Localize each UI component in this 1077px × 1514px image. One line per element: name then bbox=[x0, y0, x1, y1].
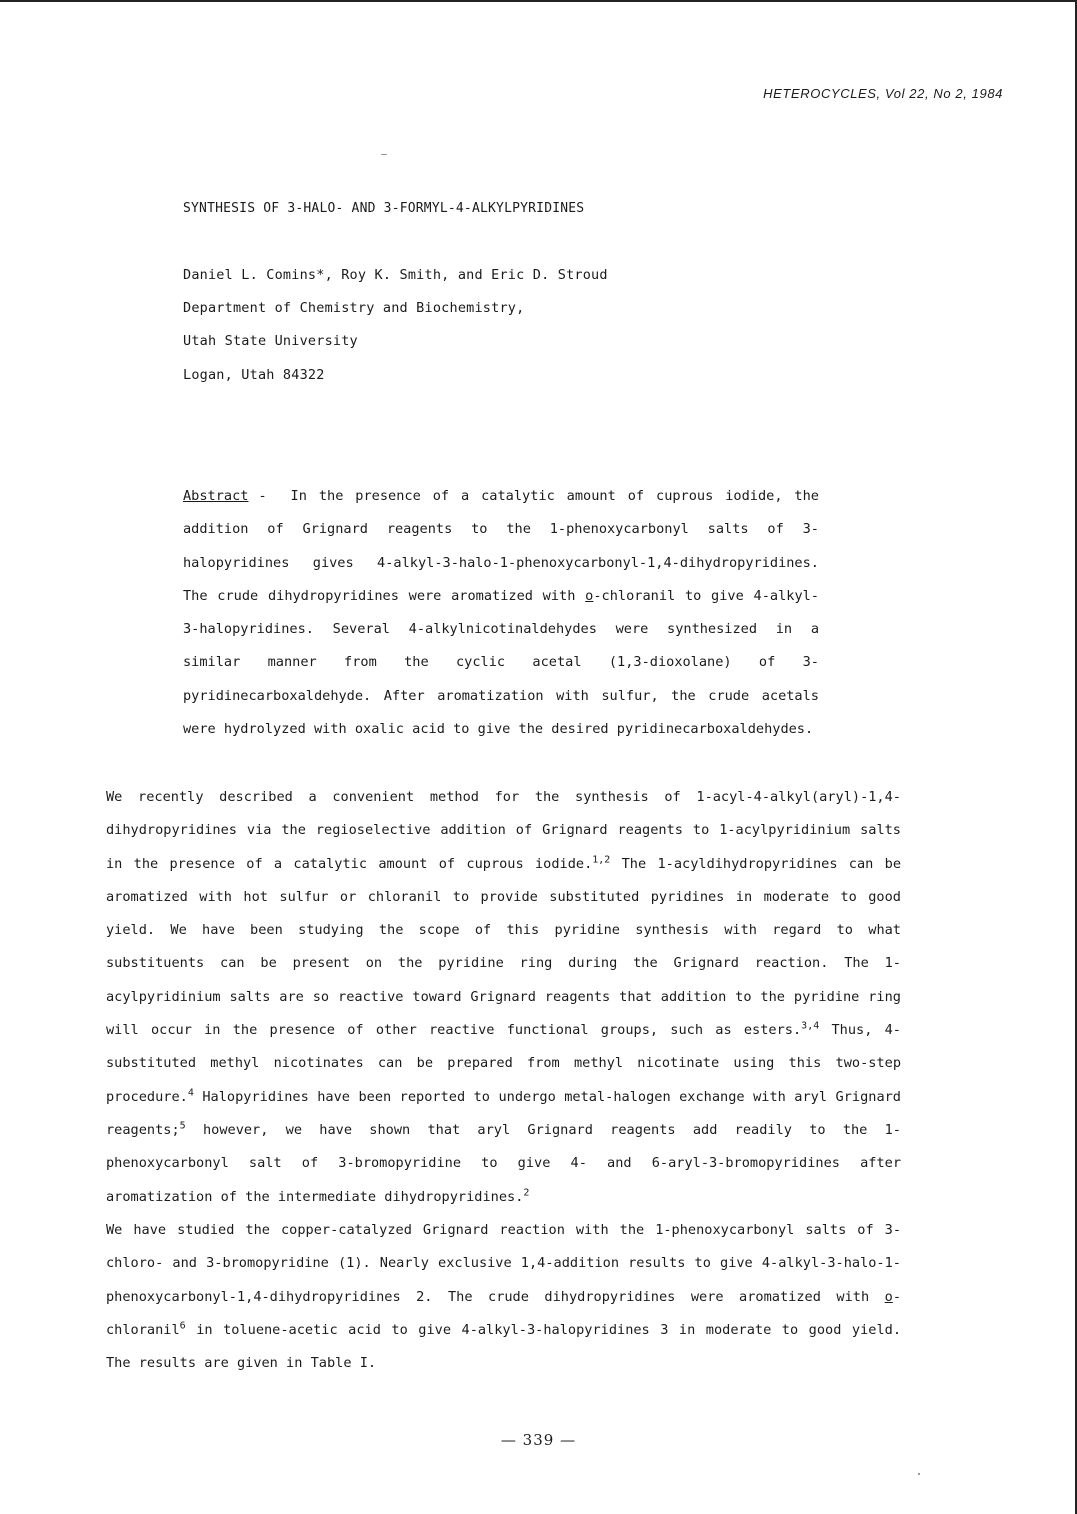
department: Department of Chemistry and Biochemistry, bbox=[183, 300, 525, 316]
citation-ref: 1,2 bbox=[592, 854, 611, 866]
abstract-dash: - bbox=[258, 488, 267, 504]
paragraph-1-text: however, we have shown that aryl Grignard reagents add readily to the 1-phenoxycarbonyl salt of 3-bromopyridine to give 4- and 6-aryl-3-bromopyridines after aromatization of the intermediate dihydropyridines. bbox=[106, 1121, 901, 1205]
university: Utah State University bbox=[183, 333, 358, 349]
paragraph-1-text: Thus, 4-substituted methyl nicotinates can be prepared from methyl nicotinate using this two-step procedure. bbox=[106, 1022, 901, 1105]
abstract bbox=[183, 480, 819, 746]
paragraph-2-text: -chloranil bbox=[106, 1288, 901, 1338]
citation-ref: 2 bbox=[523, 1187, 530, 1199]
scan-speck bbox=[918, 1473, 920, 1475]
paragraph-1-text: Halopyridines have been reported to undergo metal-halogen exchange with aryl Grignard reagents; bbox=[106, 1088, 901, 1138]
paragraph-2-text: We have studied the copper-catalyzed Grignard reaction with the 1-phenoxycarbonyl salts of 3-chloro- and 3-bromopyridine (1). Nearly exclusive 1,4-addition results to give 4-alkyl-3-halo-1-phenoxycarbonyl-1,4-dihydropyridines 2. The crude dihydropyridines were aromatized with bbox=[106, 1222, 901, 1305]
abstract-ortho-prefix: o bbox=[585, 587, 594, 604]
page-border-top bbox=[0, 0, 1077, 2]
abstract-text-1: In the presence of a catalytic amount of cuprous iodide, the addition of Grignard reagents to the 1-phenoxycarbonyl salts of 3-halopyridines gives 4-alkyl-3-halo-1-phenoxycarbonyl-1,4-dihydropyridines. The crude dihydropyridines were aromatized with bbox=[183, 488, 819, 604]
scan-speck bbox=[381, 154, 387, 155]
paragraph-2 bbox=[106, 1214, 901, 1380]
abstract-text-2: -chloranil to give 4-alkyl-3-halopyridines. Several 4-alkylnicotinaldehydes were synthesized in a similar manner from the cyclic acetal (1,3-dioxolane) of 3-pyridinecarboxaldehyde. After aromatization with sulfur, the crude acetals were hydrolyzed with oxalic acid to give the desired pyridinecarboxaldehydes. bbox=[183, 587, 819, 738]
ortho-prefix: o bbox=[884, 1288, 893, 1305]
location: Logan, Utah 84322 bbox=[183, 367, 325, 383]
paragraph-2-text: in toluene-acetic acid to give 4-alkyl-3-halopyridines 3 in moderate to good yield. The results are given in Table I. bbox=[106, 1321, 901, 1372]
article-title: SYNTHESIS OF 3-HALO- AND 3-FORMYL-4-ALKYLPYRIDINES bbox=[183, 201, 585, 216]
abstract-label: Abstract bbox=[183, 488, 249, 504]
page-number: — 339 — bbox=[500, 1431, 577, 1449]
running-header: HETEROCYCLES, Vol 22, No 2, 1984 bbox=[763, 86, 1003, 101]
paragraph-1-text: We recently described a convenient method for the synthesis of 1-acyl-4-alkyl(aryl)-1,4-dihydropyridines via the regioselective addition of Grignard reagents to 1-acylpyridinium salts in the presence of a catalytic amount of cuprous iodide. bbox=[106, 789, 901, 872]
citation-ref: 3,4 bbox=[801, 1020, 820, 1032]
authors: Daniel L. Comins*, Roy K. Smith, and Eric D. Stroud bbox=[183, 267, 608, 283]
paragraph-1 bbox=[106, 781, 901, 1214]
citation-ref: 6 bbox=[179, 1320, 186, 1332]
citation-ref: 4 bbox=[187, 1087, 194, 1099]
citation-ref: 5 bbox=[179, 1120, 186, 1132]
paragraph-1-text: The 1-acyldihydropyridines can be aromatized with hot sulfur or chloranil to provide substituted pyridines in moderate to good yield. We have been studying the scope of this pyridine synthesis with regard to what substituents can be present on the pyridine ring during the Grignard reaction. The 1-acylpyridinium salts are so reactive toward Grignard reagents that addition to the pyridine ring will occur in the presence of other reactive functional groups, such as esters. bbox=[106, 855, 902, 1039]
